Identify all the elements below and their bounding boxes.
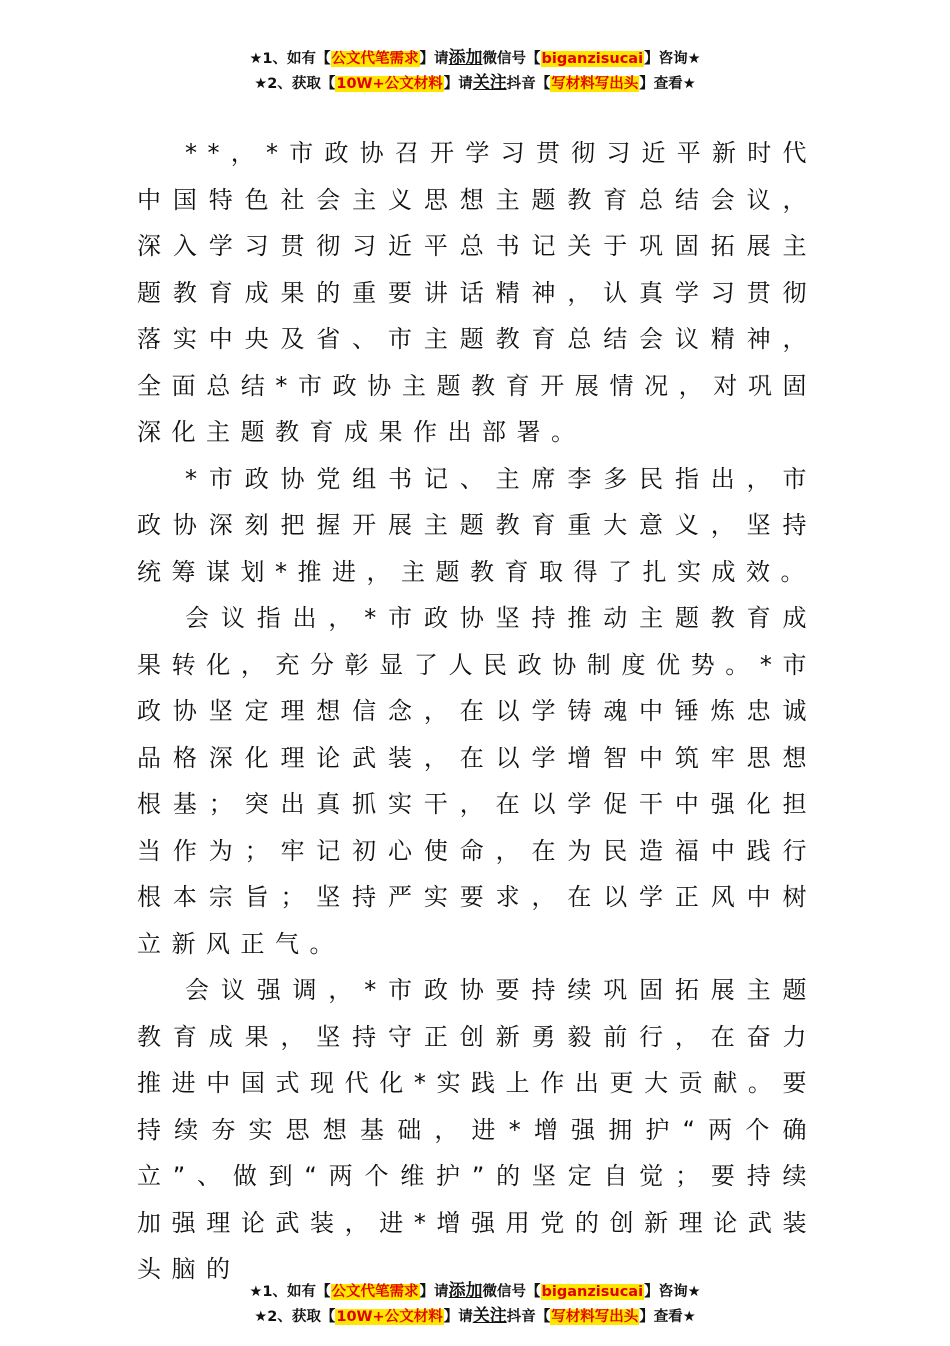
footer-line-1-emphasis: 添加 [448, 1281, 483, 1301]
footer-line-1-mid-2: 微信号【 [482, 1284, 541, 1300]
banner-line-2-highlight-2: 写材料写出头 [551, 76, 639, 92]
footer-line-2-emphasis: 关注 [472, 1306, 507, 1326]
banner-line-2 [0, 71, 950, 96]
paragraph-2: *市政协党组书记、主席李多民指出，市政协深刻把握开展主题教育重大意义，坚持统筹谋划*推进，主题教育取得了扎实成效。 [137, 464, 817, 586]
banner-line-1-suffix: 】咨询★ [644, 51, 701, 67]
footer-line-2-highlight-1: 10W+公文材料 [336, 1309, 443, 1325]
banner-line-1-mid-1: 】请 [419, 51, 449, 67]
banner-line-1-highlight-2: biganzisucai [541, 51, 644, 67]
banner-line-1-highlight-1: 公文代笔需求 [331, 51, 419, 67]
banner-line-2-mid-2: 抖音【 [506, 76, 551, 92]
document-body [137, 130, 817, 1293]
banner-line-2-prefix: ★2、获取【 [254, 76, 336, 92]
paragraph-4: 会议强调，*市政协要持续巩固拓展主题教育成果，坚持守正创新勇毅前行，在奋力推进中国式现代化*实践上作出更大贡献。要持续夯实思想基础，进*增强拥护“两个确立”、做到“两个维护”的坚定自觉；要持续加强理论武装，进*增强用党的创新理论武装头脑的 [137, 976, 817, 1283]
header-banner [0, 46, 950, 96]
paragraph-1: **，*市政协召开学习贯彻习近平新时代中国特色社会主义思想主题教育总结会议，深入学习贯彻习近平总书记关于巩固拓展主题教育成果的重要讲话精神，认真学习贯彻落实中央及省、市主题教育总结会议精神，全面总结*市政协主题教育开展情况，对巩固深化主题教育成果作出部署。 [137, 139, 817, 446]
footer-line-2-prefix: ★2、获取【 [254, 1309, 336, 1325]
footer-line-2-mid-2: 抖音【 [506, 1309, 551, 1325]
banner-line-1 [0, 46, 950, 71]
footer-line-1-highlight-1: 公文代笔需求 [331, 1284, 419, 1300]
footer-line-2-mid-1: 】请 [443, 1309, 473, 1325]
banner-line-2-highlight-1: 10W+公文材料 [336, 76, 443, 92]
footer-line-1 [0, 1279, 950, 1304]
footer-line-2-highlight-2: 写材料写出头 [551, 1309, 639, 1325]
banner-line-2-suffix: 】查看★ [639, 76, 696, 92]
footer-line-1-suffix: 】咨询★ [644, 1284, 701, 1300]
footer-line-1-prefix: ★1、如有【 [249, 1284, 331, 1300]
banner-line-1-emphasis: 添加 [448, 48, 483, 68]
paragraph-3: 会议指出，*市政协坚持推动主题教育成果转化，充分彰显了人民政协制度优势。*市政协坚定理想信念，在以学铸魂中锤炼忠诚品格深化理论武装，在以学增智中筑牢思想根基；突出真抓实干，在以学促干中强化担当作为；牢记初心使命，在为民造福中践行根本宗旨；坚持严实要求，在以学正风中树立新风正气。 [137, 604, 817, 958]
footer-line-1-highlight-2: biganzisucai [541, 1284, 644, 1300]
banner-line-1-prefix: ★1、如有【 [249, 51, 331, 67]
banner-line-1-mid-2: 微信号【 [482, 51, 541, 67]
footer-line-1-mid-1: 】请 [419, 1284, 449, 1300]
footer-line-2 [0, 1304, 950, 1329]
banner-line-2-emphasis: 关注 [472, 73, 507, 93]
banner-line-2-mid-1: 】请 [443, 76, 473, 92]
footer-banner [0, 1279, 950, 1329]
footer-line-2-suffix: 】查看★ [639, 1309, 696, 1325]
